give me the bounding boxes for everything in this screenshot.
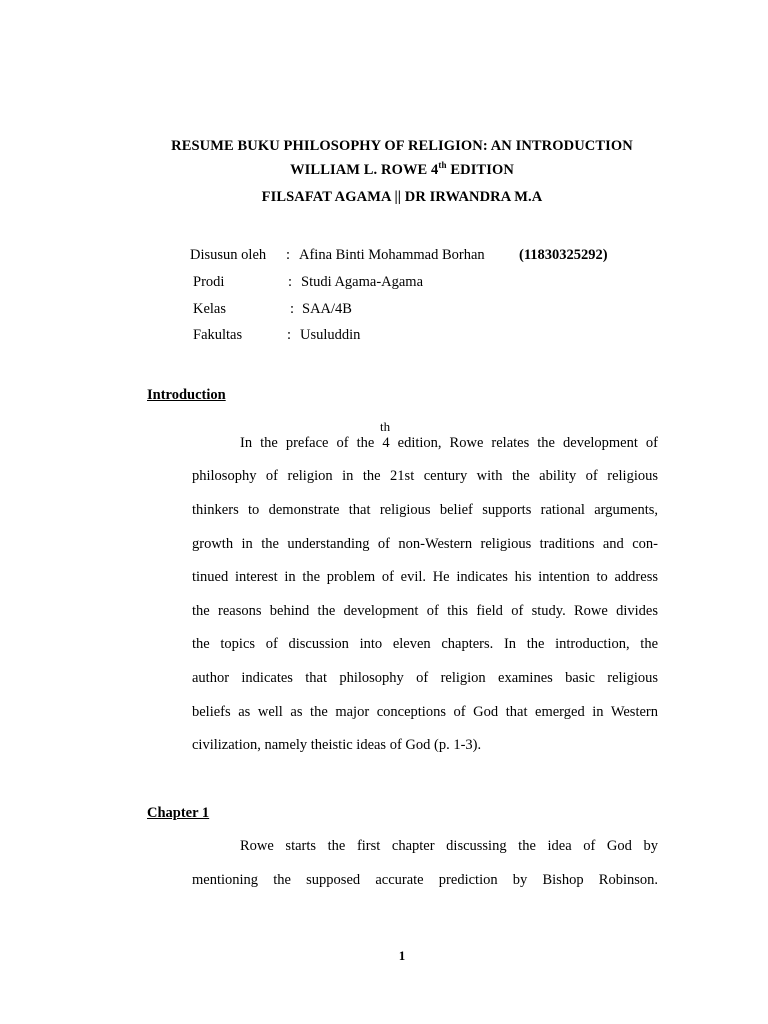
meta-value: Studi Agama-Agama xyxy=(301,274,424,290)
meta-label: Kelas xyxy=(193,301,227,317)
edition-superscript: th xyxy=(380,419,391,434)
paragraph-line: Rowe starts the first chapter discussing the idea of God by xyxy=(240,838,658,854)
paragraph-line: the topics of discussion into eleven chapters. In the introduction, the xyxy=(192,636,658,652)
meta-label: Disusun oleh xyxy=(190,247,267,263)
meta-value: SAA/4B xyxy=(302,301,352,317)
paragraph-line: mentioning the supposed accurate prediction by Bishop Robinson. xyxy=(192,872,658,888)
paragraph-line: philosophy of religion in the 21st century with the ability of religious xyxy=(192,468,658,484)
paragraph-line: growth in the understanding of non-Western religious traditions and con- xyxy=(192,536,658,552)
paragraph-line: civilization, namely theistic ideas of God (p. 1-3). xyxy=(192,737,482,753)
section-heading-chapter-1: Chapter 1 xyxy=(147,805,210,821)
paragraph-line: tinued interest in the problem of evil. He indicates his intention to address xyxy=(192,569,658,585)
paragraph-line: thinkers to demonstrate that religious belief supports rational arguments, xyxy=(192,502,658,518)
meta-separator: : xyxy=(287,327,292,343)
document-title-line-1: RESUME BUKU PHILOSOPHY OF RELIGION: AN INTRODUCTION xyxy=(171,138,633,154)
meta-value: Usuluddin xyxy=(300,327,361,343)
page-number: 1 xyxy=(398,948,406,963)
paragraph-line: beliefs as well as the major conceptions of God that emerged in Western xyxy=(192,704,658,720)
meta-separator: : xyxy=(288,274,293,290)
paragraph-line: author indicates that philosophy of religion examines basic religious xyxy=(192,670,658,686)
title-edition: EDITION xyxy=(446,162,514,178)
title-edition-superscript: th xyxy=(438,160,447,171)
title-author: WILLIAM L. ROWE 4 xyxy=(290,162,439,178)
document-title-line-3: FILSAFAT AGAMA || DR IRWANDRA M.A xyxy=(261,189,543,205)
section-heading-introduction: Introduction xyxy=(147,387,226,403)
paragraph-line: In the preface of the 4 edition, Rowe relates the development of xyxy=(240,435,658,451)
meta-separator: : xyxy=(290,301,295,317)
meta-label: Prodi xyxy=(193,274,225,290)
meta-student-id: (11830325292) xyxy=(519,247,608,263)
document-title-line-2 xyxy=(0,162,768,179)
meta-label: Fakultas xyxy=(193,327,243,343)
meta-value: Afina Binti Mohammad Borhan xyxy=(299,247,485,263)
meta-separator: : xyxy=(286,247,291,263)
paragraph-line: the reasons behind the development of this field of study. Rowe divides xyxy=(192,603,658,619)
